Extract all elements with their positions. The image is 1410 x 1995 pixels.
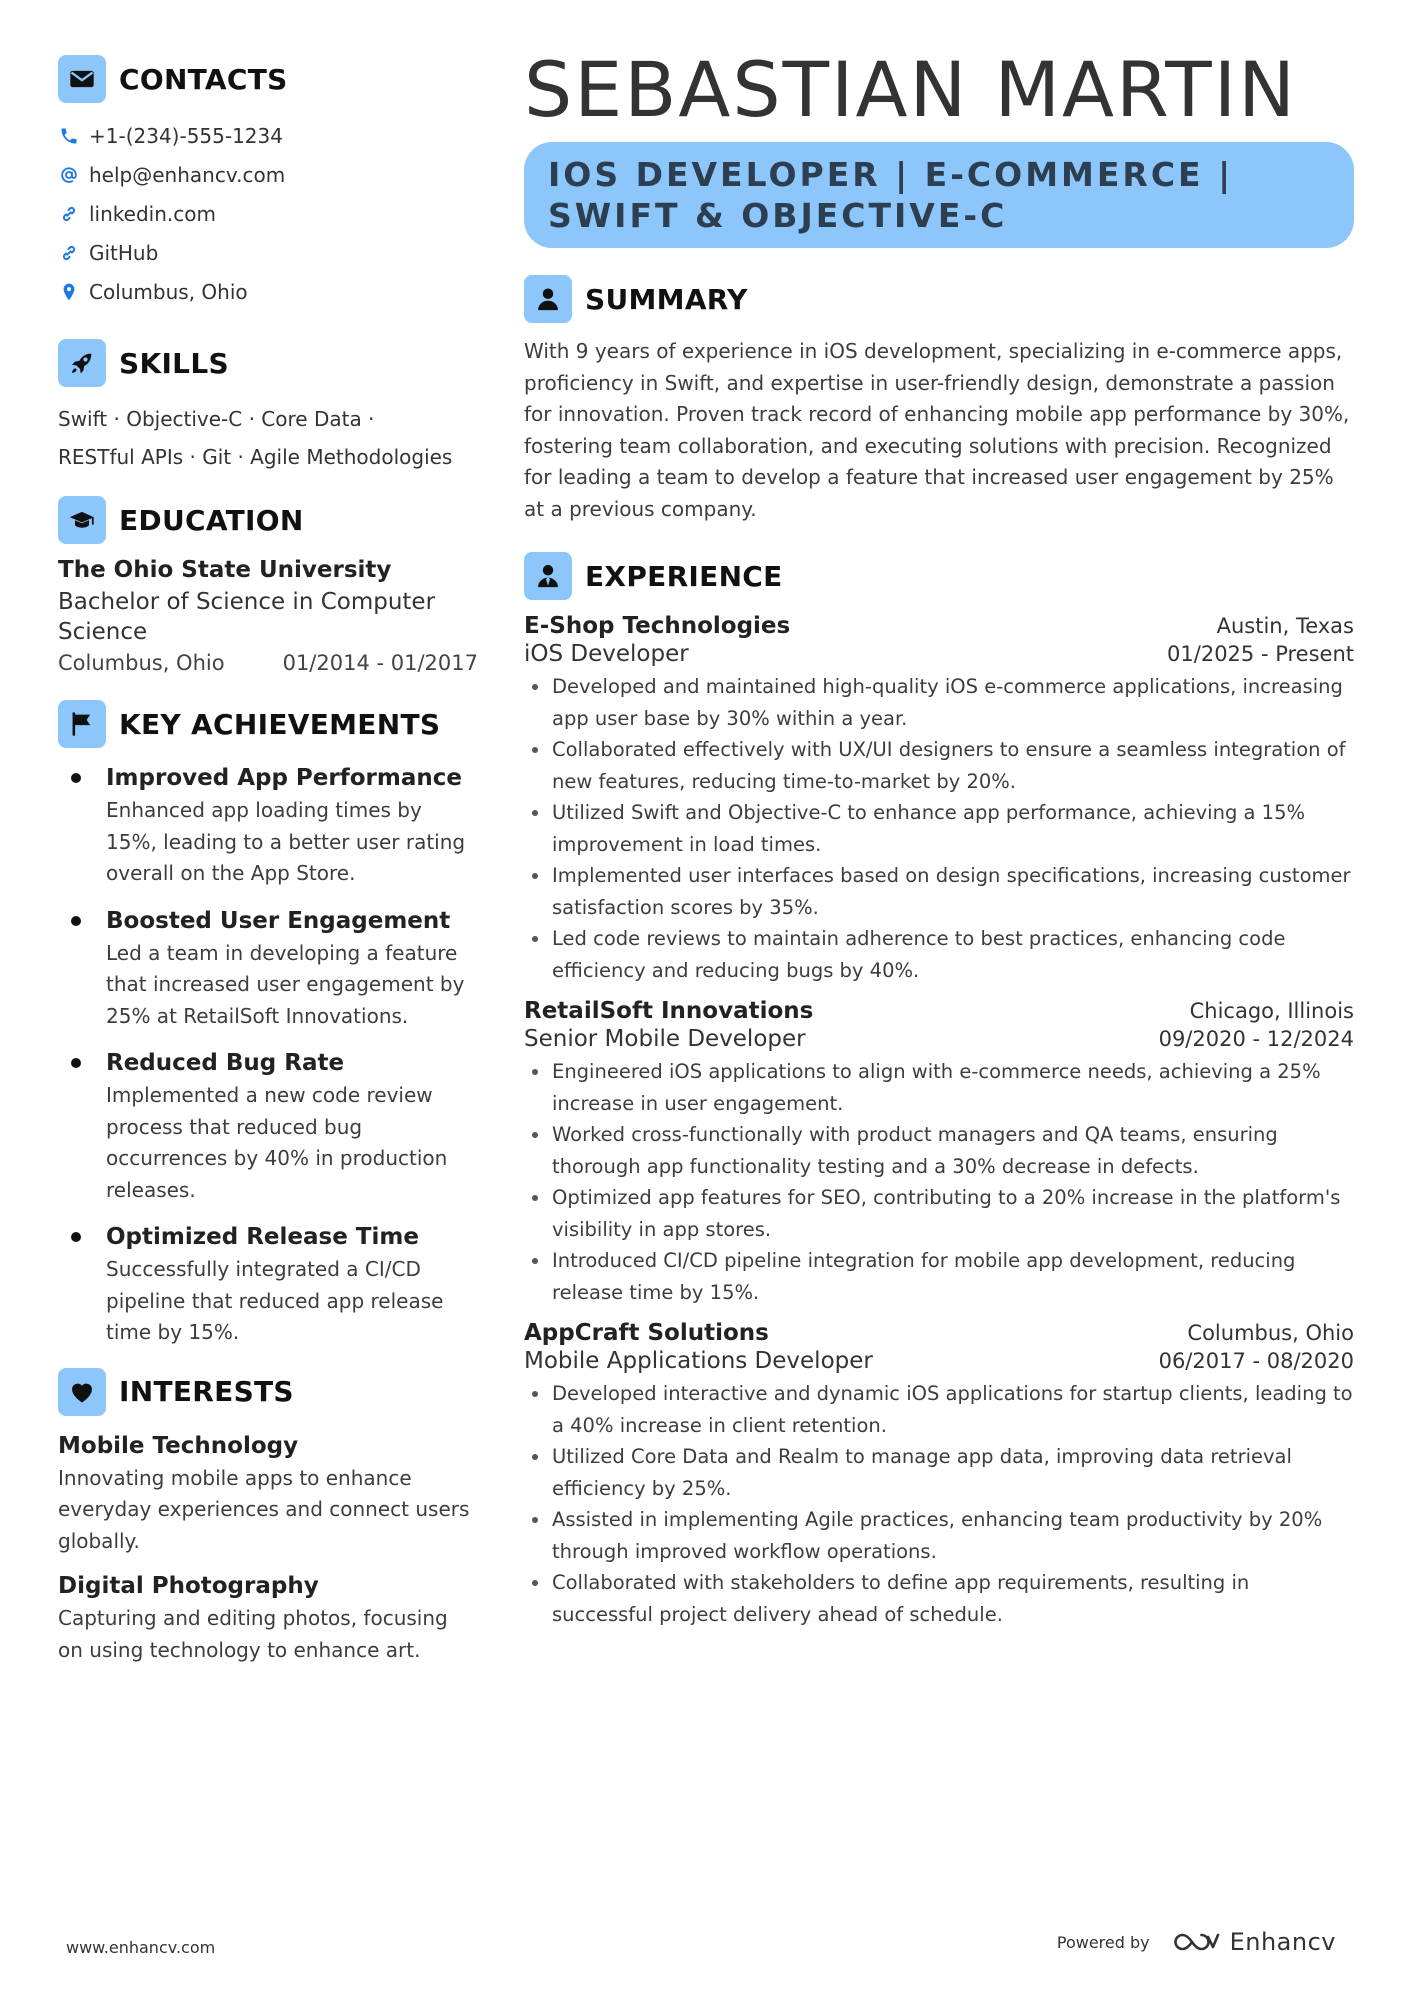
skills-heading (58, 338, 478, 388)
link-icon (58, 203, 80, 225)
achievement-list (58, 761, 478, 1349)
enhancv-brand-name: Enhancv (1229, 1928, 1336, 1956)
headline-banner: IOS DEVELOPER | E-COMMERCE | SWIFT & OBJECTIVE-C (524, 142, 1354, 248)
contact-linkedin[interactable] (58, 194, 478, 233)
experience-title: EXPERIENCE (585, 559, 783, 593)
user-icon (524, 275, 572, 323)
job-bullet: Led code reviews to maintain adherence to best practices, enhancing code efficiency and reducing bugs by 40%. (524, 923, 1354, 986)
job-role: Senior Mobile Developer (524, 1026, 806, 1052)
education-degree: Bachelor of Science in Computer Science (58, 589, 436, 645)
contact-location (58, 272, 478, 311)
skills-line: RESTful APIs · Git · Agile Methodologies (58, 445, 453, 469)
job-entry (524, 613, 1354, 986)
graduation-cap-icon (58, 496, 106, 544)
heart-icon (58, 1368, 106, 1416)
achievement-item (58, 1220, 478, 1349)
candidate-name: SEBASTIAN MARTIN (524, 45, 1297, 134)
summary-section (524, 274, 1354, 525)
contact-phone[interactable] (58, 116, 478, 155)
interest-list (58, 1429, 478, 1667)
enhancv-logo-icon (1172, 1929, 1220, 1955)
user-tie-icon (524, 552, 572, 600)
job-bullets (524, 671, 1354, 986)
job-dates: 06/2017 - 08/2020 (1158, 1349, 1354, 1373)
job-bullets (524, 1056, 1354, 1308)
job-company: E-Shop Technologies (524, 613, 791, 639)
achievement-desc: Enhanced app loading times by 15%, leading to a better user rating overall on the App Store. (106, 798, 466, 885)
job-dates: 01/2025 - Present (1167, 642, 1354, 666)
rocket-icon (58, 339, 106, 387)
interests-title: INTERESTS (119, 1375, 294, 1408)
education-title: EDUCATION (119, 503, 304, 537)
job-company: AppCraft Solutions (524, 1320, 769, 1346)
job-bullet: Worked cross-functionally with product managers and QA teams, ensuring thorough app functionality testing and a 30% decrease in defects. (524, 1119, 1354, 1182)
education-location: Columbus, Ohio (58, 651, 225, 675)
job-bullet: Developed interactive and dynamic iOS applications for startup clients, leading to a 40% increase in client retention. (524, 1378, 1354, 1441)
skills-line: Swift · Objective-C · Core Data · (58, 407, 375, 431)
job-bullet: Developed and maintained high-quality iOS e-commerce applications, increasing app user base by 30% within a year. (524, 671, 1354, 734)
education-heading (58, 495, 478, 545)
job-role: Mobile Applications Developer (524, 1348, 873, 1374)
contacts-heading (58, 54, 478, 104)
job-bullet: Assisted in implementing Agile practices, enhancing team productivity by 20% through improved workflow operations. (524, 1504, 1354, 1567)
achievement-desc: Successfully integrated a CI/CD pipeline that reduced app release time by 15%. (106, 1257, 444, 1344)
link-icon (58, 242, 80, 264)
job-location: Austin, Texas (1216, 614, 1354, 638)
job-dates: 09/2020 - 12/2024 (1158, 1027, 1354, 1051)
footer-branding[interactable] (1057, 1928, 1336, 1956)
interest-title: Digital Photography (58, 1573, 319, 1599)
interests-heading (58, 1367, 478, 1417)
achievement-desc: Led a team in developing a feature that increased user engagement by 25% at RetailSoft Innovations. (106, 940, 465, 1028)
achievement-title: Optimized Release Time (106, 1224, 419, 1250)
phone-icon (58, 125, 80, 147)
at-icon (58, 164, 80, 186)
summary-text: With 9 years of experience in iOS development, specializing in e-commerce apps, proficiency in Swift, and expertise in user-friendly design, demonstrate a passion for innovation. Proven track record of enhancing mobile app performance by 30%, fostering team collaboration, and executing solutions with precision. Recognized for leading a team to develop a feature that increased user engagement by 25% at a previous company. (524, 339, 1350, 521)
left-column (58, 54, 478, 1678)
interest-title: Mobile Technology (58, 1432, 299, 1459)
achievement-item (58, 1046, 478, 1206)
contact-list (58, 116, 478, 311)
contact-text: +1-(234)-555-1234 (89, 123, 283, 148)
interest-desc: Innovating mobile apps to enhance everyday experiences and connect users globally. (58, 1465, 470, 1553)
contact-github[interactable] (58, 233, 478, 272)
job-bullet: Optimized app features for SEO, contributing to a 20% increase in the platform's visibility in app stores. (524, 1182, 1354, 1245)
achievements-heading (58, 699, 478, 749)
job-bullet: Implemented user interfaces based on design specifications, increasing customer satisfaction scores by 35%. (524, 860, 1354, 923)
job-role: iOS Developer (524, 641, 689, 667)
job-bullets (524, 1378, 1354, 1630)
interest-desc: Capturing and editing photos, focusing on using technology to enhance art. (58, 1606, 448, 1662)
education-school: The Ohio State University (58, 557, 392, 583)
experience-section (524, 551, 1354, 1630)
contact-email[interactable] (58, 155, 478, 194)
education-meta (58, 651, 478, 675)
job-location: Chicago, Illinois (1189, 999, 1354, 1023)
achievements-title: KEY ACHIEVEMENTS (119, 707, 441, 741)
job-bullet: Utilized Swift and Objective-C to enhance app performance, achieving a 15% improvement in load times. (524, 797, 1354, 860)
achievement-title: Improved App Performance (106, 765, 462, 791)
job-bullet: Collaborated with stakeholders to define app requirements, resulting in successful project delivery ahead of schedule. (524, 1567, 1354, 1630)
right-column (524, 40, 1354, 1642)
achievement-item (58, 761, 478, 890)
flag-icon (58, 700, 106, 748)
summary-heading (524, 274, 1354, 324)
envelope-icon (58, 55, 106, 103)
contact-text: Columbus, Ohio (89, 279, 248, 304)
job-bullet: Utilized Core Data and Realm to manage app data, improving data retrieval efficiency by 25%. (524, 1441, 1354, 1504)
summary-title: SUMMARY (585, 282, 748, 316)
contact-text: linkedin.com (89, 201, 216, 226)
job-entry (524, 1320, 1354, 1630)
achievement-item (58, 904, 478, 1033)
contact-text: help@enhancv.com (89, 162, 286, 187)
achievement-title: Boosted User Engagement (106, 907, 451, 934)
skills-title: SKILLS (119, 346, 229, 380)
job-company: RetailSoft Innovations (524, 998, 814, 1024)
location-pin-icon (58, 281, 80, 303)
experience-heading (524, 551, 1354, 601)
job-bullet: Introduced CI/CD pipeline integration for mobile app development, reducing release time by 15%. (524, 1245, 1354, 1308)
education-dates: 01/2014 - 01/2017 (282, 651, 478, 675)
achievement-desc: Implemented a new code review process that reduced bug occurrences by 40% in production releases. (106, 1083, 448, 1202)
contacts-title: CONTACTS (119, 62, 288, 96)
job-bullet: Engineered iOS applications to align with e-commerce needs, achieving a 25% increase in user engagement. (524, 1056, 1354, 1119)
contact-text: GitHub (89, 240, 159, 265)
job-entry (524, 998, 1354, 1308)
powered-by-label: Powered by (1056, 1932, 1150, 1952)
job-bullet: Collaborated effectively with UX/UI designers to ensure a seamless integration of new features, reducing time-to-market by 20%. (524, 734, 1354, 797)
achievement-title: Reduced Bug Rate (106, 1050, 345, 1076)
footer-website-link[interactable]: www.enhancv.com (66, 1938, 216, 1957)
skills-list (58, 400, 478, 476)
job-location: Columbus, Ohio (1187, 1321, 1354, 1345)
